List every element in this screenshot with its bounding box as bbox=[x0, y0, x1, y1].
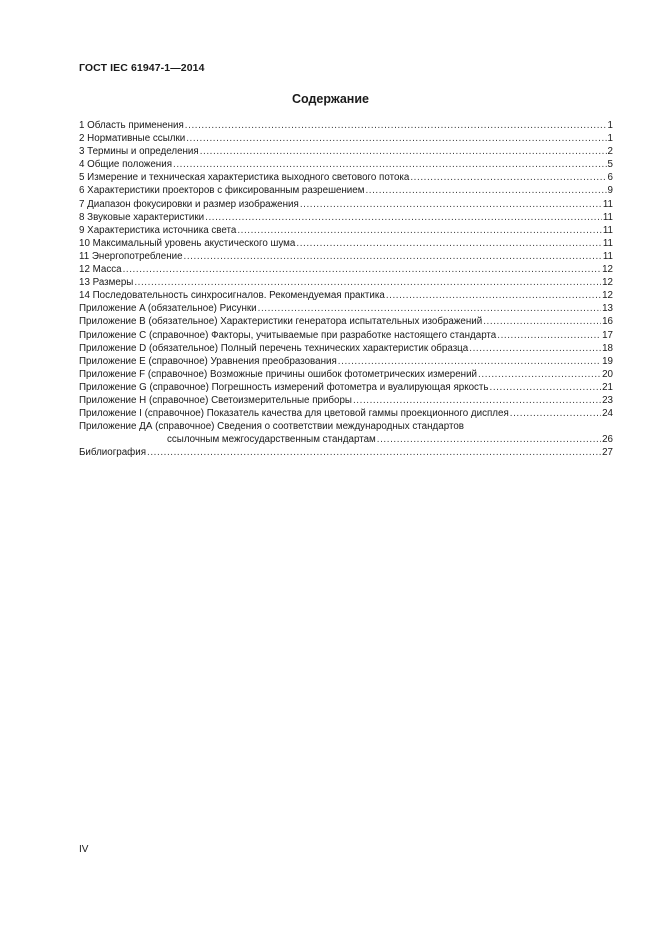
toc-leader-dots bbox=[186, 132, 606, 145]
toc-entry bbox=[79, 342, 613, 355]
toc-leader-dots bbox=[497, 329, 601, 342]
toc-entry bbox=[79, 145, 613, 158]
toc-entry bbox=[79, 302, 613, 315]
toc-entry-page: 13 bbox=[602, 303, 613, 315]
toc-entry-page: 11 bbox=[602, 211, 613, 223]
toc-entry bbox=[79, 276, 613, 289]
toc-entry bbox=[79, 171, 613, 184]
toc-entry-label: Приложение I (справочное) Показатель качества для цветовой гаммы проекционного дисплея bbox=[79, 408, 509, 420]
toc-leader-dots bbox=[490, 381, 602, 394]
toc-entry-page: 23 bbox=[602, 394, 613, 406]
toc-entry-label: Приложение C (справочное) Факторы, учитываемые при разработке настоящего стандарта bbox=[79, 329, 497, 341]
toc-entry-page: 27 bbox=[602, 447, 613, 459]
toc-entry-page: 9 bbox=[607, 185, 613, 197]
toc-entry-label: 2 Нормативные ссылки bbox=[79, 133, 186, 145]
toc-entry-page: 21 bbox=[602, 381, 613, 393]
toc-entry-page: 24 bbox=[602, 408, 613, 420]
toc-leader-dots bbox=[338, 355, 601, 368]
toc-leader-dots bbox=[147, 446, 601, 459]
toc-entry-page: 17 bbox=[602, 329, 613, 341]
toc-leader-dots bbox=[469, 342, 601, 355]
toc-entry-page: 16 bbox=[602, 316, 613, 328]
toc-entry-page: 11 bbox=[602, 237, 613, 249]
toc-leader-dots bbox=[134, 276, 601, 289]
toc-entry bbox=[79, 433, 613, 446]
toc-entry-label: Приложение D (обязательное) Полный перечень технических характеристик образца bbox=[79, 342, 469, 354]
toc-entry-page: 12 bbox=[602, 277, 613, 289]
toc-entry-page: 18 bbox=[602, 342, 613, 354]
standard-designation: ГОСТ IEC 61947-1—2014 bbox=[79, 62, 205, 74]
toc-entry bbox=[79, 394, 613, 407]
toc-entry bbox=[79, 237, 613, 250]
toc-leader-dots bbox=[237, 224, 602, 237]
toc-entry bbox=[79, 211, 613, 224]
toc-entry-label: 4 Общие положения bbox=[79, 159, 172, 171]
toc-leader-dots bbox=[300, 198, 602, 211]
toc-entry-page: 26 bbox=[602, 434, 613, 446]
toc-leader-dots bbox=[377, 433, 601, 446]
toc-entry bbox=[79, 420, 613, 433]
toc-entry-page: 12 bbox=[602, 290, 613, 302]
toc-entry-label: 1 Область применения bbox=[79, 120, 184, 131]
toc-entry bbox=[79, 263, 613, 276]
toc-entry-label: 12 Масса bbox=[79, 264, 122, 276]
toc-entry-label: Приложение E (справочное) Уравнения преобразования bbox=[79, 355, 337, 367]
toc-leader-dots bbox=[365, 184, 606, 197]
toc-entry bbox=[79, 407, 613, 420]
toc-entry-label: 10 Максимальный уровень акустического шума bbox=[79, 237, 296, 249]
toc-entry-label: 6 Характеристики проекторов с фиксированным разрешением bbox=[79, 185, 365, 197]
page-number: IV bbox=[79, 844, 89, 855]
table-of-contents bbox=[79, 119, 613, 459]
toc-entry bbox=[79, 446, 613, 459]
toc-entry-label: Приложение B (обязательное) Характеристики генератора испытательных изображений bbox=[79, 316, 483, 328]
toc-leader-dots bbox=[410, 171, 606, 184]
toc-entry-page: 12 bbox=[602, 264, 613, 276]
toc-entry bbox=[79, 250, 613, 263]
toc-entry bbox=[79, 355, 613, 368]
toc-entry-page: 5 bbox=[607, 159, 613, 171]
toc-entry bbox=[79, 158, 613, 171]
toc-entry-label: 11 Энергопотребление bbox=[79, 250, 183, 262]
toc-entry bbox=[79, 119, 613, 132]
toc-entry bbox=[79, 184, 613, 197]
toc-leader-dots bbox=[200, 145, 607, 158]
toc-entry bbox=[79, 329, 613, 342]
toc-entry-label: 3 Термины и определения bbox=[79, 146, 199, 158]
toc-entry-page: 6 bbox=[607, 172, 613, 184]
toc-entry bbox=[79, 224, 613, 237]
toc-entry bbox=[79, 315, 613, 328]
toc-leader-dots bbox=[184, 250, 602, 263]
toc-entry-label: Приложение F (справочное) Возможные причины ошибок фотометрических измерений bbox=[79, 368, 478, 380]
toc-entry-label: Приложение A (обязательное) Рисунки bbox=[79, 303, 257, 315]
toc-entry bbox=[79, 381, 613, 394]
toc-leader-dots bbox=[296, 237, 601, 250]
toc-leader-dots bbox=[353, 394, 601, 407]
toc-entry-page: 11 bbox=[602, 198, 613, 210]
toc-entry bbox=[79, 289, 613, 302]
toc-entry-label: 7 Диапазон фокусировки и размер изображения bbox=[79, 198, 299, 210]
toc-entry-page: 19 bbox=[602, 355, 613, 367]
toc-entry-page: 1 bbox=[607, 120, 613, 131]
toc-entry-label: Библиография bbox=[79, 447, 147, 459]
toc-leader-dots bbox=[386, 289, 601, 302]
toc-entry-page: 1 bbox=[607, 133, 613, 145]
toc-leader-dots bbox=[510, 407, 601, 420]
toc-entry-page: 11 bbox=[602, 250, 613, 262]
toc-entry-label: Приложение H (справочное) Светоизмерительные приборы bbox=[79, 394, 352, 406]
toc-entry-label: ссылочным межгосударственным стандартам bbox=[167, 434, 376, 446]
toc-entry-page: 2 bbox=[607, 146, 613, 158]
toc-title: Содержание bbox=[291, 92, 369, 106]
toc-leader-dots bbox=[185, 119, 607, 132]
toc-entry bbox=[79, 132, 613, 145]
toc-leader-dots bbox=[478, 368, 601, 381]
toc-entry bbox=[79, 368, 613, 381]
toc-leader-dots bbox=[258, 302, 601, 315]
toc-entry-page: 11 bbox=[602, 224, 613, 236]
toc-entry-label: 13 Размеры bbox=[79, 277, 134, 289]
toc-leader-dots bbox=[483, 315, 601, 328]
toc-entry-label: Приложение G (справочное) Погрешность измерений фотометра и вуалирующая яркость bbox=[79, 381, 489, 393]
toc-entry-label: 8 Звуковые характеристики bbox=[79, 211, 205, 223]
toc-entry-label: 5 Измерение и техническая характеристика выходного светового потока bbox=[79, 172, 410, 184]
toc-entry-label: Приложение ДА (справочное) Сведения о соответствии международных стандартов bbox=[79, 421, 464, 433]
toc-leader-dots bbox=[173, 158, 607, 171]
toc-leader-dots bbox=[123, 263, 602, 276]
toc-entry-label: 14 Последовательность синхросигналов. Рекомендуемая практика bbox=[79, 290, 385, 302]
toc-entry-page: 20 bbox=[602, 368, 613, 380]
toc-entry bbox=[79, 198, 613, 211]
toc-leader-dots bbox=[205, 211, 602, 224]
toc-entry-label: 9 Характеристика источника света bbox=[79, 224, 237, 236]
